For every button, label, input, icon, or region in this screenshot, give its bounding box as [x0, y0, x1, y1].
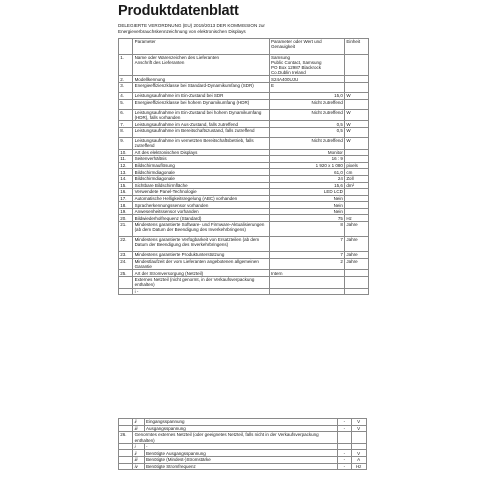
row-parameter: Leistungsaufnahme im Ein-Zustand bei hohem Dynamikumfang (HDR), falls vorhanden [133, 109, 269, 121]
row-roman-index: ii [133, 450, 144, 457]
row-value: 1 920 x 1 080 [269, 162, 344, 169]
table-header-row [119, 39, 369, 55]
row-value: 15,6 [269, 182, 344, 189]
row-number: 8. [119, 127, 133, 137]
row-parameter: Leistungsaufnahme im Aus-Zustand, falls zutreffend [133, 121, 269, 128]
row-unit: W [345, 109, 368, 121]
table-row [119, 137, 369, 149]
table-row [119, 127, 369, 137]
row-parameter: Verwendete Panel-Technologie [133, 189, 269, 196]
row-parameter: Eingangsspannung [144, 419, 337, 426]
row-unit: Jahre [345, 258, 368, 270]
row-number: 13. [119, 169, 133, 176]
row-number: 7. [119, 121, 133, 128]
row-number: 5. [119, 99, 133, 109]
row-number [119, 463, 133, 470]
row-parameter: - [144, 443, 337, 450]
table-row [119, 99, 369, 109]
row-value: Samsung Public Contact, Samsung PO Box 12987 Blackrock Co.Dublin Ireland [269, 54, 344, 76]
table-row [119, 121, 369, 128]
row-parameter: Modellkennung [133, 76, 269, 83]
row-value [269, 276, 344, 288]
row-unit: W [345, 121, 368, 128]
table-row [119, 54, 369, 76]
row-parameter: Automatische Helligkeitsregelung (ABC) vorhanden [133, 195, 269, 202]
row-number: 18. [119, 202, 133, 209]
row-unit: Jahre [345, 252, 368, 259]
table-row [119, 270, 369, 277]
table-row [119, 258, 369, 270]
table-row [119, 222, 369, 237]
row-roman-index: iii [133, 425, 144, 432]
row-value [269, 288, 344, 295]
row-unit [345, 76, 368, 83]
row-parameter: Energieeffizienzklasse bei hohem Dynamikumfang (HDR) [133, 99, 269, 109]
row-unit: Jahre [345, 237, 368, 252]
row-number: 6. [119, 109, 133, 121]
row-unit [351, 432, 366, 444]
row-parameter: Bildschirmdiagonale [133, 175, 269, 182]
row-unit [345, 156, 368, 163]
row-value: LED LCD [269, 189, 344, 196]
row-number: 12. [119, 162, 133, 169]
row-parameter: Benötigte Ausgangsspannung [144, 450, 337, 457]
row-parameter: Externes Netzteil (nicht genormt, in der Verkaufsverpackung enthalten) [133, 276, 269, 288]
power-supply-table [118, 418, 367, 470]
row-parameter: Bildschirmdiagonale [133, 169, 269, 176]
row-roman-index: iv [133, 463, 144, 470]
row-number [119, 425, 133, 432]
row-value: - [338, 457, 351, 464]
row-value: 7 [269, 237, 344, 252]
row-value: 7 [269, 252, 344, 259]
table-row [119, 215, 369, 222]
row-number [119, 443, 133, 450]
row-value: Intern [269, 270, 344, 277]
row-parameter: Seitenverhältnis [133, 156, 269, 163]
row-parameter: Benötigte Stromfrequenz [144, 463, 337, 470]
row-value [338, 443, 351, 450]
row-value: S24A400UJU [269, 76, 344, 83]
row-parameter: Mindestlaufzeit der vom Lieferanten angebotenen allgemeinen Garantie [133, 258, 269, 270]
row-number: 14. [119, 175, 133, 182]
table-row [119, 169, 369, 176]
row-value: Nicht zutreffend [269, 109, 344, 121]
row-value: - [338, 425, 351, 432]
row-number: 11. [119, 156, 133, 163]
row-unit: Hz [351, 463, 366, 470]
row-unit [345, 149, 368, 156]
row-roman-index: i [133, 443, 144, 450]
row-value: Nein [269, 195, 344, 202]
row-unit: W [345, 137, 368, 149]
table-row [119, 92, 369, 99]
page-title: Produktdatenblatt [118, 3, 239, 19]
row-number: 15. [119, 182, 133, 189]
row-parameter: Ausgangsspannung [144, 425, 337, 432]
table-row [119, 457, 367, 464]
row-number: 23. [119, 252, 133, 259]
header-num-cell [119, 39, 133, 55]
table-row [119, 182, 369, 189]
table-row [119, 432, 367, 444]
row-unit [345, 82, 368, 92]
row-value: Nicht zutreffend [269, 137, 344, 149]
row-parameter: Name oder Warenzeichen des Lieferanten Anschrift des Lieferanten [133, 54, 269, 76]
table-row [119, 156, 369, 163]
table-row [119, 202, 369, 209]
row-parameter: Leistungsaufnahme im Ein-Zustand bei SDR [133, 92, 269, 99]
table-row [119, 276, 369, 288]
table-row [119, 82, 369, 92]
row-parameter: Leistungsaufnahme im Bereitschaftszustand, falls zutreffend [133, 127, 269, 137]
row-parameter: Energieeffizienzklasse bei Standard-Dynamikumfang (SDR) [133, 82, 269, 92]
row-number [119, 288, 133, 295]
table-row [119, 419, 367, 426]
row-value: 0,5 [269, 127, 344, 137]
row-number [119, 450, 133, 457]
row-number: 20. [119, 215, 133, 222]
row-number: 21. [119, 222, 133, 237]
row-number: 24. [119, 258, 133, 270]
row-value: 15,0 [269, 92, 344, 99]
row-unit [345, 208, 368, 215]
row-unit [345, 189, 368, 196]
table-row [119, 149, 369, 156]
row-number: 9. [119, 137, 133, 149]
row-value: 8 [269, 222, 344, 237]
header-unit: Einheit [345, 39, 368, 55]
row-value: Nein [269, 202, 344, 209]
row-value: - [338, 450, 351, 457]
header-parameter: Parameter [133, 39, 269, 55]
row-unit: Zoll [345, 175, 368, 182]
row-unit: Jahre [345, 222, 368, 237]
row-unit [345, 99, 368, 109]
row-unit: Hz [345, 215, 368, 222]
row-unit: W [345, 92, 368, 99]
row-value: Monitor [269, 149, 344, 156]
table-row [119, 208, 369, 215]
row-unit: A [351, 457, 366, 464]
table-row [119, 450, 367, 457]
row-number [119, 457, 133, 464]
table-row [119, 162, 369, 169]
table-row [119, 175, 369, 182]
row-roman-index: ii [133, 419, 144, 426]
table-row [119, 109, 369, 121]
row-value: - [338, 463, 351, 470]
row-unit: V [351, 425, 366, 432]
row-number: 22. [119, 237, 133, 252]
row-unit [351, 443, 366, 450]
row-unit [345, 288, 368, 295]
table-row [119, 425, 367, 432]
row-parameter: Anwesenheitssensor vorhanden [133, 208, 269, 215]
row-number: 25. [119, 270, 133, 277]
row-parameter: Art der Stromversorgung (Netzteil) [133, 270, 269, 277]
row-value [338, 432, 351, 444]
row-parameter: i - [133, 288, 269, 295]
row-value: 2 [269, 258, 344, 270]
row-parameter: Leistungsaufnahme im vernetzten Bereitschaftsbetrieb, falls zutreffend [133, 137, 269, 149]
row-number: 17. [119, 195, 133, 202]
parameter-table [118, 38, 369, 295]
row-value: E [269, 82, 344, 92]
row-value: Nein [269, 208, 344, 215]
row-parameter: Bildschirmauflösung [133, 162, 269, 169]
row-parameter: Bildwiederholfrequenz (Standard) [133, 215, 269, 222]
row-unit [345, 54, 368, 76]
table-row [119, 443, 367, 450]
table-row [119, 463, 367, 470]
table-row [119, 76, 369, 83]
row-number: 4. [119, 92, 133, 99]
row-value: 16 : 9 [269, 156, 344, 163]
row-roman-index: iii [133, 457, 144, 464]
row-value: - [338, 419, 351, 426]
row-value: Nicht zutreffend [269, 99, 344, 109]
row-value: 0,5 [269, 121, 344, 128]
row-number [119, 419, 133, 426]
row-parameter: Sichtbare Bildschirmfläche [133, 182, 269, 189]
row-number: 16. [119, 189, 133, 196]
subtitle-line-1: DELEGIERTE VERORDNUNG (EU) 2019/2013 DER KOMMISSION zur [118, 23, 265, 28]
row-parameter: Mindestens garantierte Produktunterstützung [133, 252, 269, 259]
table-row [119, 288, 369, 295]
row-unit: V [351, 450, 366, 457]
table-row [119, 252, 369, 259]
row-parameter: Genormtes externes Netzteil (oder geeignetes Netzteil, falls nicht in der Verkaufsverpackung enthalten) [133, 432, 338, 444]
row-parameter: Mindestens garantierte Software- und Firmware-Aktualisierungen (ab dem Datum der Beendigung des Inverkehrbringens) [133, 222, 269, 237]
row-number: 10. [119, 149, 133, 156]
row-number [119, 276, 133, 288]
regulation-subtitle [118, 23, 265, 34]
row-parameter: Spracherkennungssensor vorhanden [133, 202, 269, 209]
table-row [119, 189, 369, 196]
header-value: Parameter oder Wert und Genauigkeit [269, 39, 344, 55]
row-unit: pixels [345, 162, 368, 169]
table-row [119, 237, 369, 252]
row-number: 26. [119, 432, 133, 444]
row-unit [345, 276, 368, 288]
row-parameter: Mindestens garantierte Verfügbarkeit von Ersatzteilen (ab dem Datum der Beendigung des Inverkehrbringens) [133, 237, 269, 252]
row-unit: V [351, 419, 366, 426]
row-value: 75 [269, 215, 344, 222]
row-parameter: Benötigte (Mindest-)Stromstärke [144, 457, 337, 464]
subtitle-line-2: Energieverbrauchskennzeichnung von elektronischen Displays [118, 28, 246, 34]
row-unit: W [345, 127, 368, 137]
row-number: 19. [119, 208, 133, 215]
row-value: 61,0 [269, 169, 344, 176]
row-unit [345, 270, 368, 277]
row-number: 1. [119, 54, 133, 76]
row-number: 2. [119, 76, 133, 83]
table-row [119, 195, 369, 202]
row-unit: cm [345, 169, 368, 176]
row-unit: dm² [345, 182, 368, 189]
row-unit [345, 195, 368, 202]
row-unit [345, 202, 368, 209]
row-value: 24 [269, 175, 344, 182]
row-number: 3. [119, 82, 133, 92]
row-parameter: Art des elektronischen Displays [133, 149, 269, 156]
